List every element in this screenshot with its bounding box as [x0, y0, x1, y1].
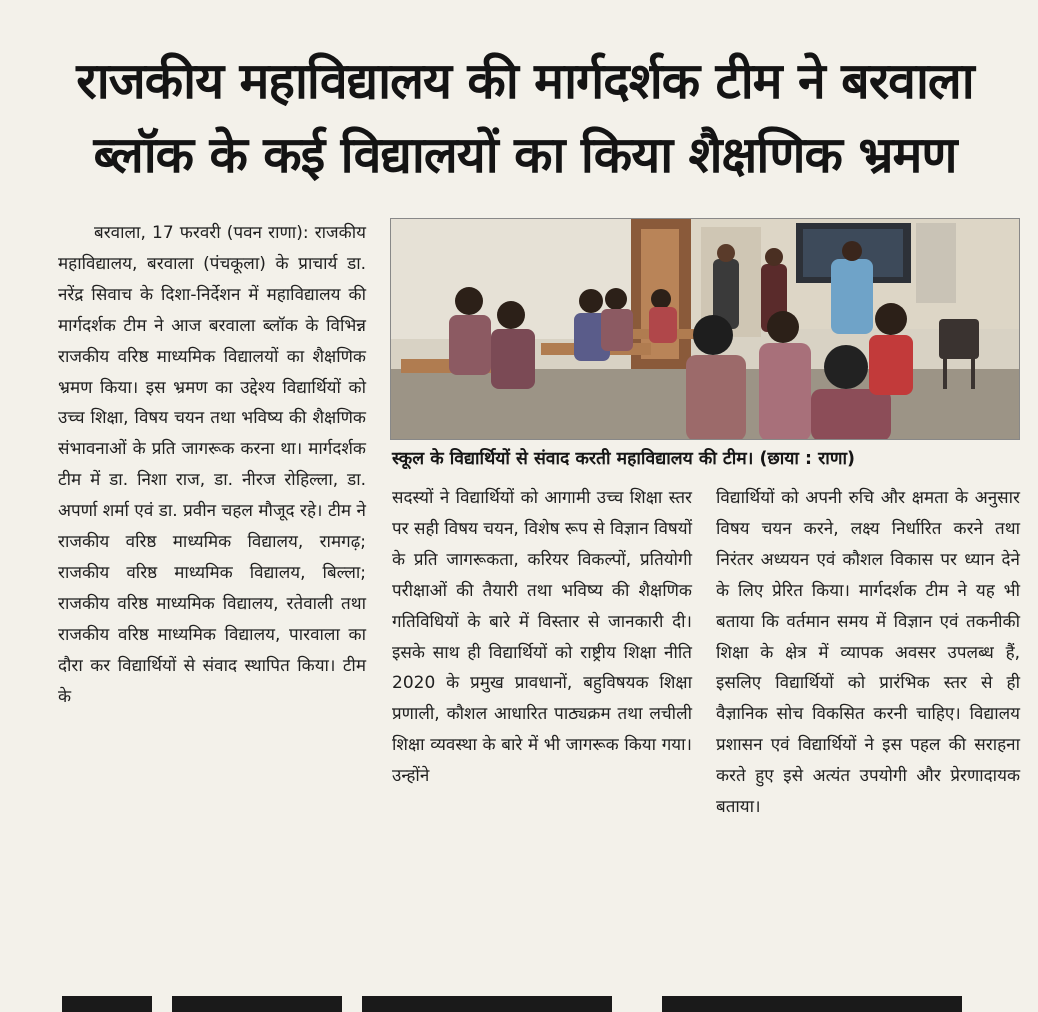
- headline: [30, 44, 1020, 192]
- cut-headline-fragment: [172, 996, 342, 1012]
- cut-text-left: [70, 0, 74, 7]
- news-photo: [390, 218, 1020, 440]
- next-article-headline-cut: [62, 978, 1032, 1012]
- cut-headline-fragment: [662, 996, 962, 1012]
- article-column-2: सदस्यों ने विद्यार्थियों को आगामी उच्च शिक्षा स्तर पर सही विषय चयन, विशेष रूप से विज्ञान विषयों के प्रति जागरूकता, करियर विकल्पों, प्रतियोगी परीक्षाओं की तैयारी तथा भविष्य की शैक्षणिक गतिविधियों के बारे में विस्तार से जानकारी दी। इसके साथ ही विद्यार्थियों को राष्ट्रीय शिक्षा नीति 2020 के प्रमुख प्रावधानों, बहुविषयक शिक्षा प्रणाली, कौशल आधारित पाठ्यक्रम तथा लचीली शिक्षा व्यवस्था के बारे में भी जागरूक किया गया। उन्होंने: [392, 488, 692, 787]
- classroom-photo-illustration: [391, 219, 1020, 440]
- headline-line-2: ब्लॉक के कई विद्यालयों का किया शैक्षणिक भ्रमण: [93, 126, 957, 184]
- cut-headline-fragment: [62, 996, 152, 1012]
- article-column-3: विद्यार्थियों को अपनी रुचि और क्षमता के अनुसार विषय चयन करने, लक्ष्य निर्धारित करने तथा निरंतर अध्ययन एवं कौशल विकास पर ध्यान देने के लिए प्रेरित किया। मार्गदर्शक टीम ने यह भी बताया कि वर्तमान समय में विज्ञान एवं तकनीकी शिक्षा के क्षेत्र में व्यापक अवसर उपलब्ध हैं, इसलिए विद्यार्थियों को प्रारंभिक स्तर से ही वैज्ञानिक सोच विकसित करनी चाहिए। विद्यालय प्रशासन एवं विद्यार्थियों ने इस पहल की सराहना करते हुए इसे अत्यंत उपयोगी और प्रेरणादायक बताया।: [716, 488, 1020, 818]
- cut-headline-fragment: [362, 996, 612, 1012]
- previous-article-fragment: [0, 0, 1038, 10]
- photo-caption: स्कूल के विद्यार्थियों से संवाद करती महाविद्यालय की टीम। (छाया : राणा): [392, 449, 856, 469]
- headline-line-1: राजकीय महाविद्यालय की मार्गदर्शक टीम ने बरवाला: [76, 52, 974, 110]
- article-column-1: बरवाला, 17 फरवरी (पवन राणा): राजकीय महाविद्यालय, बरवाला (पंचकूला) के प्राचार्य डा. नरेंद्र सिवाच के दिशा-निर्देशन में महाविद्यालय की मार्गदर्शक टीम ने आज बरवाला ब्लॉक के विभिन्न राजकीय वरिष्ठ माध्यमिक विद्यालयों का शैक्षणिक भ्रमण किया। इस भ्रमण का उद्देश्य विद्यार्थियों को उच्च शिक्षा, विषय चयन तथा भविष्य की शैक्षणिक संभावनाओं के प्रति जागरूक करना था। मार्गदर्शक टीम में डा. निशा राज, डा. नीरज रोहिल्ला, डा. अपर्णा शर्मा एवं डा. प्रवीन चहल मौजूद रहे। टीम ने राजकीय वरिष्ठ माध्यमिक विद्यालय, रामगढ़; राजकीय वरिष्ठ माध्यमिक विद्यालय, बिल्ला; राजकीय वरिष्ठ माध्यमिक विद्यालय, रतेवाली तथा राजकीय वरिष्ठ माध्यमिक विद्यालय, पारवाला का दौरा कर विद्यार्थियों से संवाद स्थापित किया। टीम के: [58, 223, 366, 707]
- cut-text-right: [720, 0, 724, 7]
